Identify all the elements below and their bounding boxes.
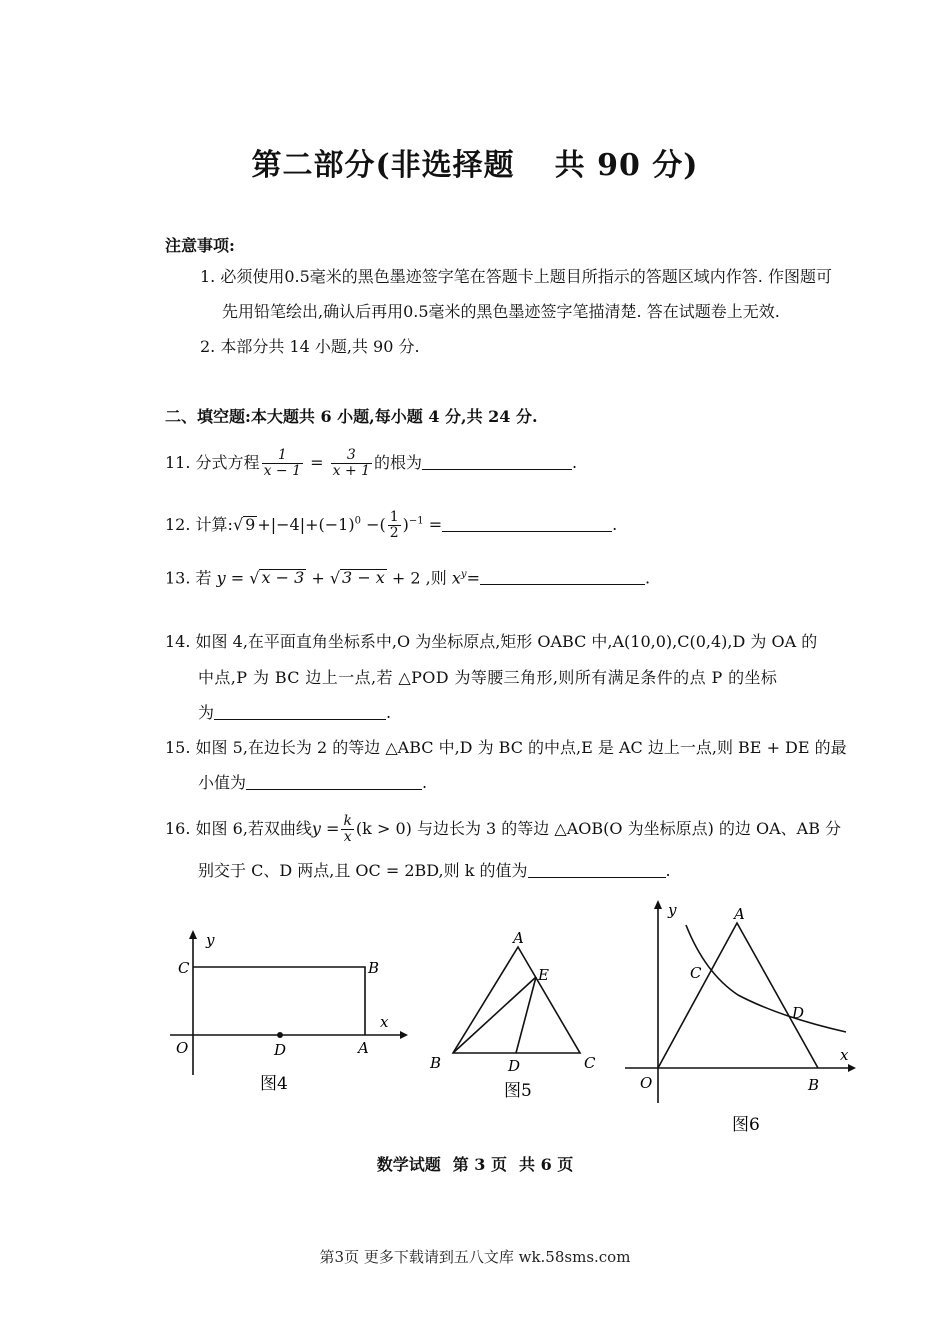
q11-answer-blank[interactable] xyxy=(422,453,572,470)
q12-exp-0: 0 xyxy=(354,515,361,527)
q13-eq2: = xyxy=(466,568,480,588)
question-13: 13. 若 y = √ x − 3 + √ 3 − x + 2 ,则 $x^y=$ . xyxy=(165,568,651,588)
fig6-label-o: O xyxy=(640,1074,653,1092)
question-14-line-1 xyxy=(165,631,817,653)
fig5-label-d: D xyxy=(508,1057,521,1075)
fig4-rectangle xyxy=(193,967,365,1035)
fig6-caption: 图6 xyxy=(732,1115,760,1135)
q15-answer-blank[interactable] xyxy=(246,773,422,790)
q14-answer-blank[interactable] xyxy=(214,703,386,720)
q12-prefix: 计算: xyxy=(195,515,233,534)
q13-answer-blank[interactable] xyxy=(480,568,645,585)
q13-x: x xyxy=(451,568,461,588)
fig5-label-a: A xyxy=(513,929,524,947)
fig4-y-arrow xyxy=(189,930,197,939)
q11-number: 11. xyxy=(165,453,191,472)
q12-half-fraction xyxy=(388,510,401,541)
q13-end: . xyxy=(644,568,651,588)
fig5-segment-de xyxy=(516,977,536,1053)
footer-subject: 数学试题 xyxy=(376,1155,441,1174)
q13-number: 13. xyxy=(165,568,191,588)
q11-eq: = xyxy=(310,453,324,472)
q12-close: ) xyxy=(402,515,409,534)
q11-frac2-den: x + 1 xyxy=(332,463,371,479)
fig4-point-d xyxy=(277,1032,283,1038)
q15-line1: 如图 5,在边长为 2 的等边 △ABC 中,D 为 BC 的中点,E 是 AC 边上一点,则 BE + DE 的最 xyxy=(195,738,847,757)
q12-expr-mid: +|−4|+(−1) xyxy=(257,515,355,534)
fig5-label-c: C xyxy=(584,1054,596,1072)
fig4-x-arrow xyxy=(400,1031,408,1039)
q12-sqrt-arg: 9 xyxy=(245,515,256,534)
question-15-line-1 xyxy=(165,737,847,759)
footer-total: 共 6 页 xyxy=(519,1155,574,1174)
q13-prefix: 若 xyxy=(195,568,212,588)
fig6-label-d: D xyxy=(792,1004,805,1022)
question-16-line-1 xyxy=(165,814,841,845)
figure-4 xyxy=(160,925,410,1105)
fig6-label-b: B xyxy=(808,1076,820,1094)
fig4-caption: 图4 xyxy=(260,1074,288,1094)
q12-end: . xyxy=(612,515,618,534)
fig6-hyperbola xyxy=(686,925,846,1032)
q11-end: . xyxy=(572,453,578,472)
q16-line1-rest: (k > 0) 与边长为 3 的等边 △AOB(O 为坐标原点) 的边 OA、AB 分 xyxy=(355,819,842,838)
q16-prefix: 如图 6,若双曲线 xyxy=(195,819,312,838)
q13-plus: + xyxy=(311,568,325,588)
fig6-label-y: y xyxy=(668,901,677,919)
q12-half-num: 1 xyxy=(389,509,399,525)
q14-line1: 如图 4,在平面直角坐标系中,O 为坐标原点,矩形 OABC 中,A(10,0),C(0,4),D 为 OA 的 xyxy=(195,632,818,651)
title-score: 共 90 分) xyxy=(554,148,699,183)
q16-x-den: x xyxy=(343,829,352,845)
q15-end: . xyxy=(422,773,428,792)
notice-item-1-line-2: 先用铅笔绘出,确认后再用0.5毫米的黑色墨迹签字笔描清楚. 答在试题卷上无效. xyxy=(222,302,780,321)
q11-prefix: 分式方程 xyxy=(195,453,260,472)
fig5-label-e: E xyxy=(538,966,549,984)
q11-frac2-num: 3 xyxy=(331,448,372,464)
page-title xyxy=(0,140,950,184)
page-footer xyxy=(0,1152,950,1175)
q15-number: 15. xyxy=(165,738,191,757)
fig5-segment-be xyxy=(453,977,536,1053)
q11-frac1-den: x − 1 xyxy=(263,463,301,479)
q11-fraction-2 xyxy=(331,448,372,479)
q16-y-eq: y = xyxy=(311,819,340,838)
q15-line2: 小值为 xyxy=(198,773,247,792)
fig6-label-c: C xyxy=(690,964,702,982)
fig6-y-arrow xyxy=(654,900,662,909)
figure-5 xyxy=(420,925,620,1110)
fig6-x-arrow xyxy=(848,1064,856,1072)
notice-heading: 注意事项: xyxy=(165,236,235,255)
q16-k-num: k xyxy=(343,813,352,829)
q12-eq: = xyxy=(428,515,443,534)
fig4-label-b: B xyxy=(368,959,380,977)
notice-item-1-line-1: 1. 必须使用0.5毫米的黑色墨迹签字笔在答题卡上题目所指示的答题区域内作答. 作图题可 xyxy=(200,267,832,286)
question-16-line-2 xyxy=(198,860,671,882)
question-14-line-3 xyxy=(198,702,391,724)
q12-answer-blank[interactable] xyxy=(442,515,612,532)
fig5-triangle-abc xyxy=(453,947,580,1053)
fig5-label-b: B xyxy=(430,1054,442,1072)
fig6-label-x: x xyxy=(840,1046,849,1064)
q12-exp-neg1: −1 xyxy=(408,515,424,527)
fig4-label-d: D xyxy=(274,1041,287,1059)
q13-eq: = xyxy=(230,568,245,588)
q13-exp-y: y xyxy=(460,569,467,580)
fig4-label-a: A xyxy=(358,1039,369,1057)
q13-sqrt-2: 3 − x xyxy=(342,568,385,588)
fig4-label-o: O xyxy=(176,1039,189,1057)
q14-number: 14. xyxy=(165,632,191,651)
q11-frac1-num: 1 xyxy=(262,448,303,464)
q16-end: . xyxy=(665,861,671,880)
q13-y: y xyxy=(216,568,226,588)
q12-minus: −( xyxy=(366,515,386,534)
q12-half-den: 2 xyxy=(389,525,399,541)
figure-6 xyxy=(620,895,860,1140)
q16-k-over-x xyxy=(341,814,353,845)
q16-number: 16. xyxy=(165,819,191,838)
question-15-line-2 xyxy=(198,772,427,794)
q14-end: . xyxy=(386,703,392,722)
q13-tail: + 2 ,则 xyxy=(391,568,447,588)
q14-line3: 为 xyxy=(198,703,215,722)
section-heading: 二、填空题:本大题共 6 小题,每小题 4 分,共 24 分. xyxy=(165,407,538,426)
footer-page: 第 3 页 xyxy=(452,1155,507,1174)
q12-number: 12. xyxy=(165,515,191,534)
fig4-label-y: y xyxy=(206,931,215,949)
fig4-label-x: x xyxy=(380,1013,389,1031)
download-watermark: 第3页 更多下载请到五八文库 wk.58sms.com xyxy=(319,1248,631,1266)
q13-sqrt-1: x − 3 xyxy=(261,568,305,588)
fig4-label-c: C xyxy=(178,959,190,977)
q16-answer-blank[interactable] xyxy=(528,861,666,878)
fig6-label-a: A xyxy=(734,905,745,923)
question-11 xyxy=(165,448,577,479)
q11-suffix: 的根为 xyxy=(374,453,423,472)
q11-fraction-1 xyxy=(262,448,303,479)
notice-item-2: 2. 本部分共 14 小题,共 90 分. xyxy=(200,337,420,356)
fig5-caption: 图5 xyxy=(504,1081,532,1101)
question-12: 12. 计算:√ $9 +|-4|+(-1)^0$ −( $\frac{1}{2}$ )$^{-1}$ = . xyxy=(165,509,618,541)
title-main: 第二部分(非选择题 xyxy=(251,148,515,183)
q14-line2: 中点,P 为 BC 边上一点,若 △POD 为等腰三角形,则所有满足条件的点 P 的坐标 xyxy=(198,668,778,687)
q16-line2: 别交于 C、D 两点,且 OC = 2BD,则 k 的值为 xyxy=(198,861,528,880)
